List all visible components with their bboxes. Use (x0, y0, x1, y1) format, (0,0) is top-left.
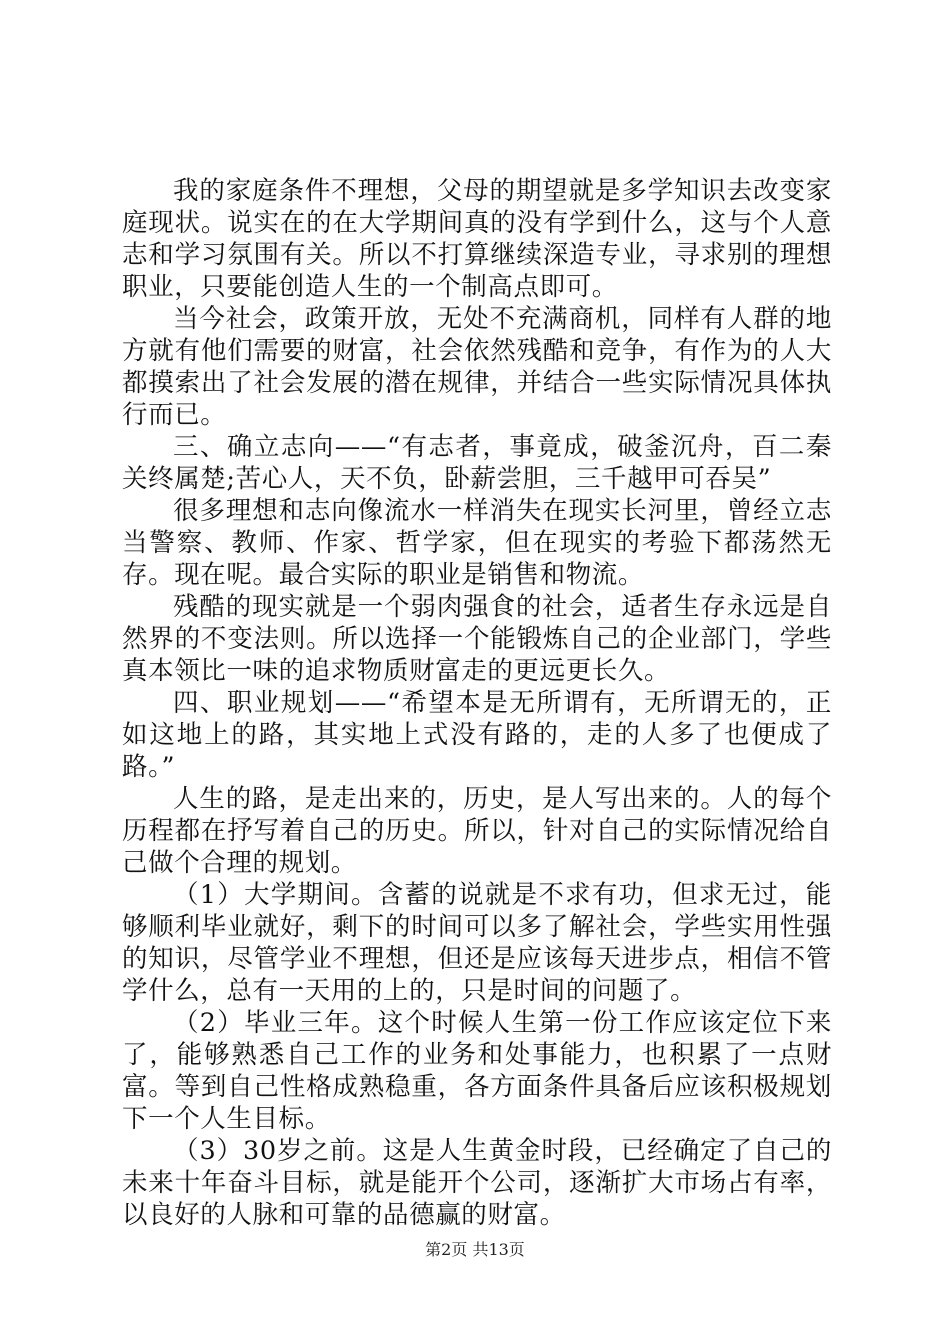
paragraph-ideals: 很多理想和志向像流水一样消失在现实长河里，曾经立志当警察、教师、作家、哲学家，但在现实的考验下都荡然无存。现在呢。最合实际的职业是销售和物流。 (122, 496, 832, 590)
document-body (122, 175, 832, 1231)
paragraph-life-road: 人生的路，是走出来的，历史，是人写出来的。人的每个历程都在抒写着自己的历史。所以，针对自己的实际情况给自己做个合理的规划。 (122, 784, 832, 878)
paragraph-plan-before-thirty: （3）30岁之前。这是人生黄金时段，已经确定了自己的未来十年奋斗目标，就是能开个公司，逐渐扩大市场占有率，以良好的人脉和可靠的品德赢的财富。 (122, 1136, 832, 1230)
paragraph-plan-university: （1）大学期间。含蓄的说就是不求有功，但求无过，能够顺利毕业就好，剩下的时间可以多了解社会，学些实用性强的知识，尽管学业不理想，但还是应该每天进步点，相信不管学什么，总有一天用的上的，只是时间的问题了。 (122, 880, 832, 1006)
page-number-footer: 第2页 共13页 (425, 1240, 525, 1259)
paragraph-society: 当今社会，政策开放，无处不充满商机，同样有人群的地方就有他们需要的财富，社会依然残酷和竞争，有作为的人大都摸索出了社会发展的潜在规律，并结合一些实际情况具体执行而已。 (122, 304, 832, 430)
paragraph-plan-three-years: （2）毕业三年。这个时候人生第一份工作应该定位下来了，能够熟悉自己工作的业务和处事能力，也积累了一点财富。等到自己性格成熟稳重，各方面条件具备后应该积极规划下一个人生目标。 (122, 1008, 832, 1134)
paragraph-heading-aspiration: 三、确立志向——“有志者，事竟成，破釜沉舟，百二秦关终属楚;苦心人，天不负，卧薪尝胆，三千越甲可吞吴” (122, 432, 832, 494)
paragraph-reality: 残酷的现实就是一个弱肉强食的社会，适者生存永远是自然界的不变法则。所以选择一个能锻炼自己的企业部门，学些真本领比一味的追求物质财富走的更远更长久。 (122, 592, 832, 686)
paragraph-heading-career-plan: 四、职业规划——“希望本是无所谓有，无所谓无的，正如这地上的路，其实地上式没有路的，走的人多了也便成了路。” (122, 688, 832, 782)
paragraph-family-background: 我的家庭条件不理想，父母的期望就是多学知识去改变家庭现状。说实在的在大学期间真的没有学到什么，这与个人意志和学习氛围有关。所以不打算继续深造专业，寻求别的理想职业，只要能创造人生的一个制高点即可。 (122, 176, 832, 302)
